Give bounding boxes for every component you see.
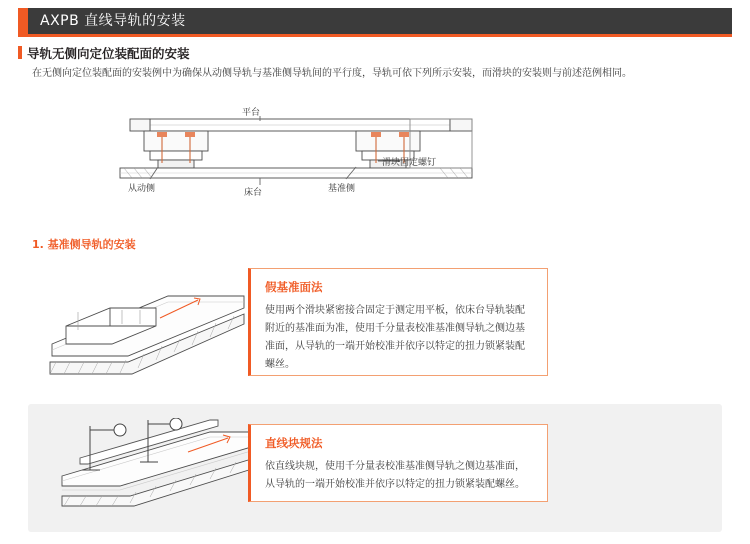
page-title: AXPB 直线导轨的安装 — [40, 13, 186, 29]
figure-false-datum-method — [48, 278, 248, 388]
figure-label: 基准侧 — [328, 184, 356, 194]
figure-straight-edge-svg — [60, 418, 270, 518]
figure-rail-assembly-top — [110, 105, 550, 200]
page-header — [18, 8, 732, 34]
callout-title: 直线块规法 — [265, 436, 323, 450]
callout-false-datum — [248, 268, 548, 376]
figure-straight-edge-method — [60, 418, 270, 518]
callout-body: 依直线块规，使用千分量表校准基准侧导轨之侧边基准面，从导轨的一端开始校准并依序以特定的扭力锁紧装配螺丝。 — [265, 461, 525, 490]
figure-label: 滑块固定螺钉 — [382, 158, 437, 168]
callout-title: 假基准面法 — [265, 280, 323, 294]
callout-body: 使用两个滑块紧密接合固定于测定用平板，依床台导轨装配附近的基准面为准，使用千分量表校准基准侧导轨之侧边基准面，从导轨的一端开始校准并依序以特定的扭力锁紧装配螺丝。 — [265, 305, 525, 370]
numbered-heading: 1. 基准侧导轨的安装 — [32, 238, 136, 251]
header-underline — [18, 34, 732, 37]
figure-label: 床台 — [244, 188, 263, 198]
section-paragraph: 在无侧向定位装配面的安装例中为确保从动侧导轨与基准侧导轨间的平行度，导轨可依下列所示安装，而滑块的安装则与前述范例相同。 — [32, 68, 632, 79]
section-title: 导轨无侧向定位装配面的安装 — [18, 44, 190, 62]
header-accent-block — [18, 8, 28, 34]
figure-label: 从动侧 — [128, 184, 156, 194]
figure-label: 平台 — [242, 108, 261, 118]
figure-false-datum-svg — [48, 278, 248, 388]
callout-straight-edge — [248, 424, 548, 502]
